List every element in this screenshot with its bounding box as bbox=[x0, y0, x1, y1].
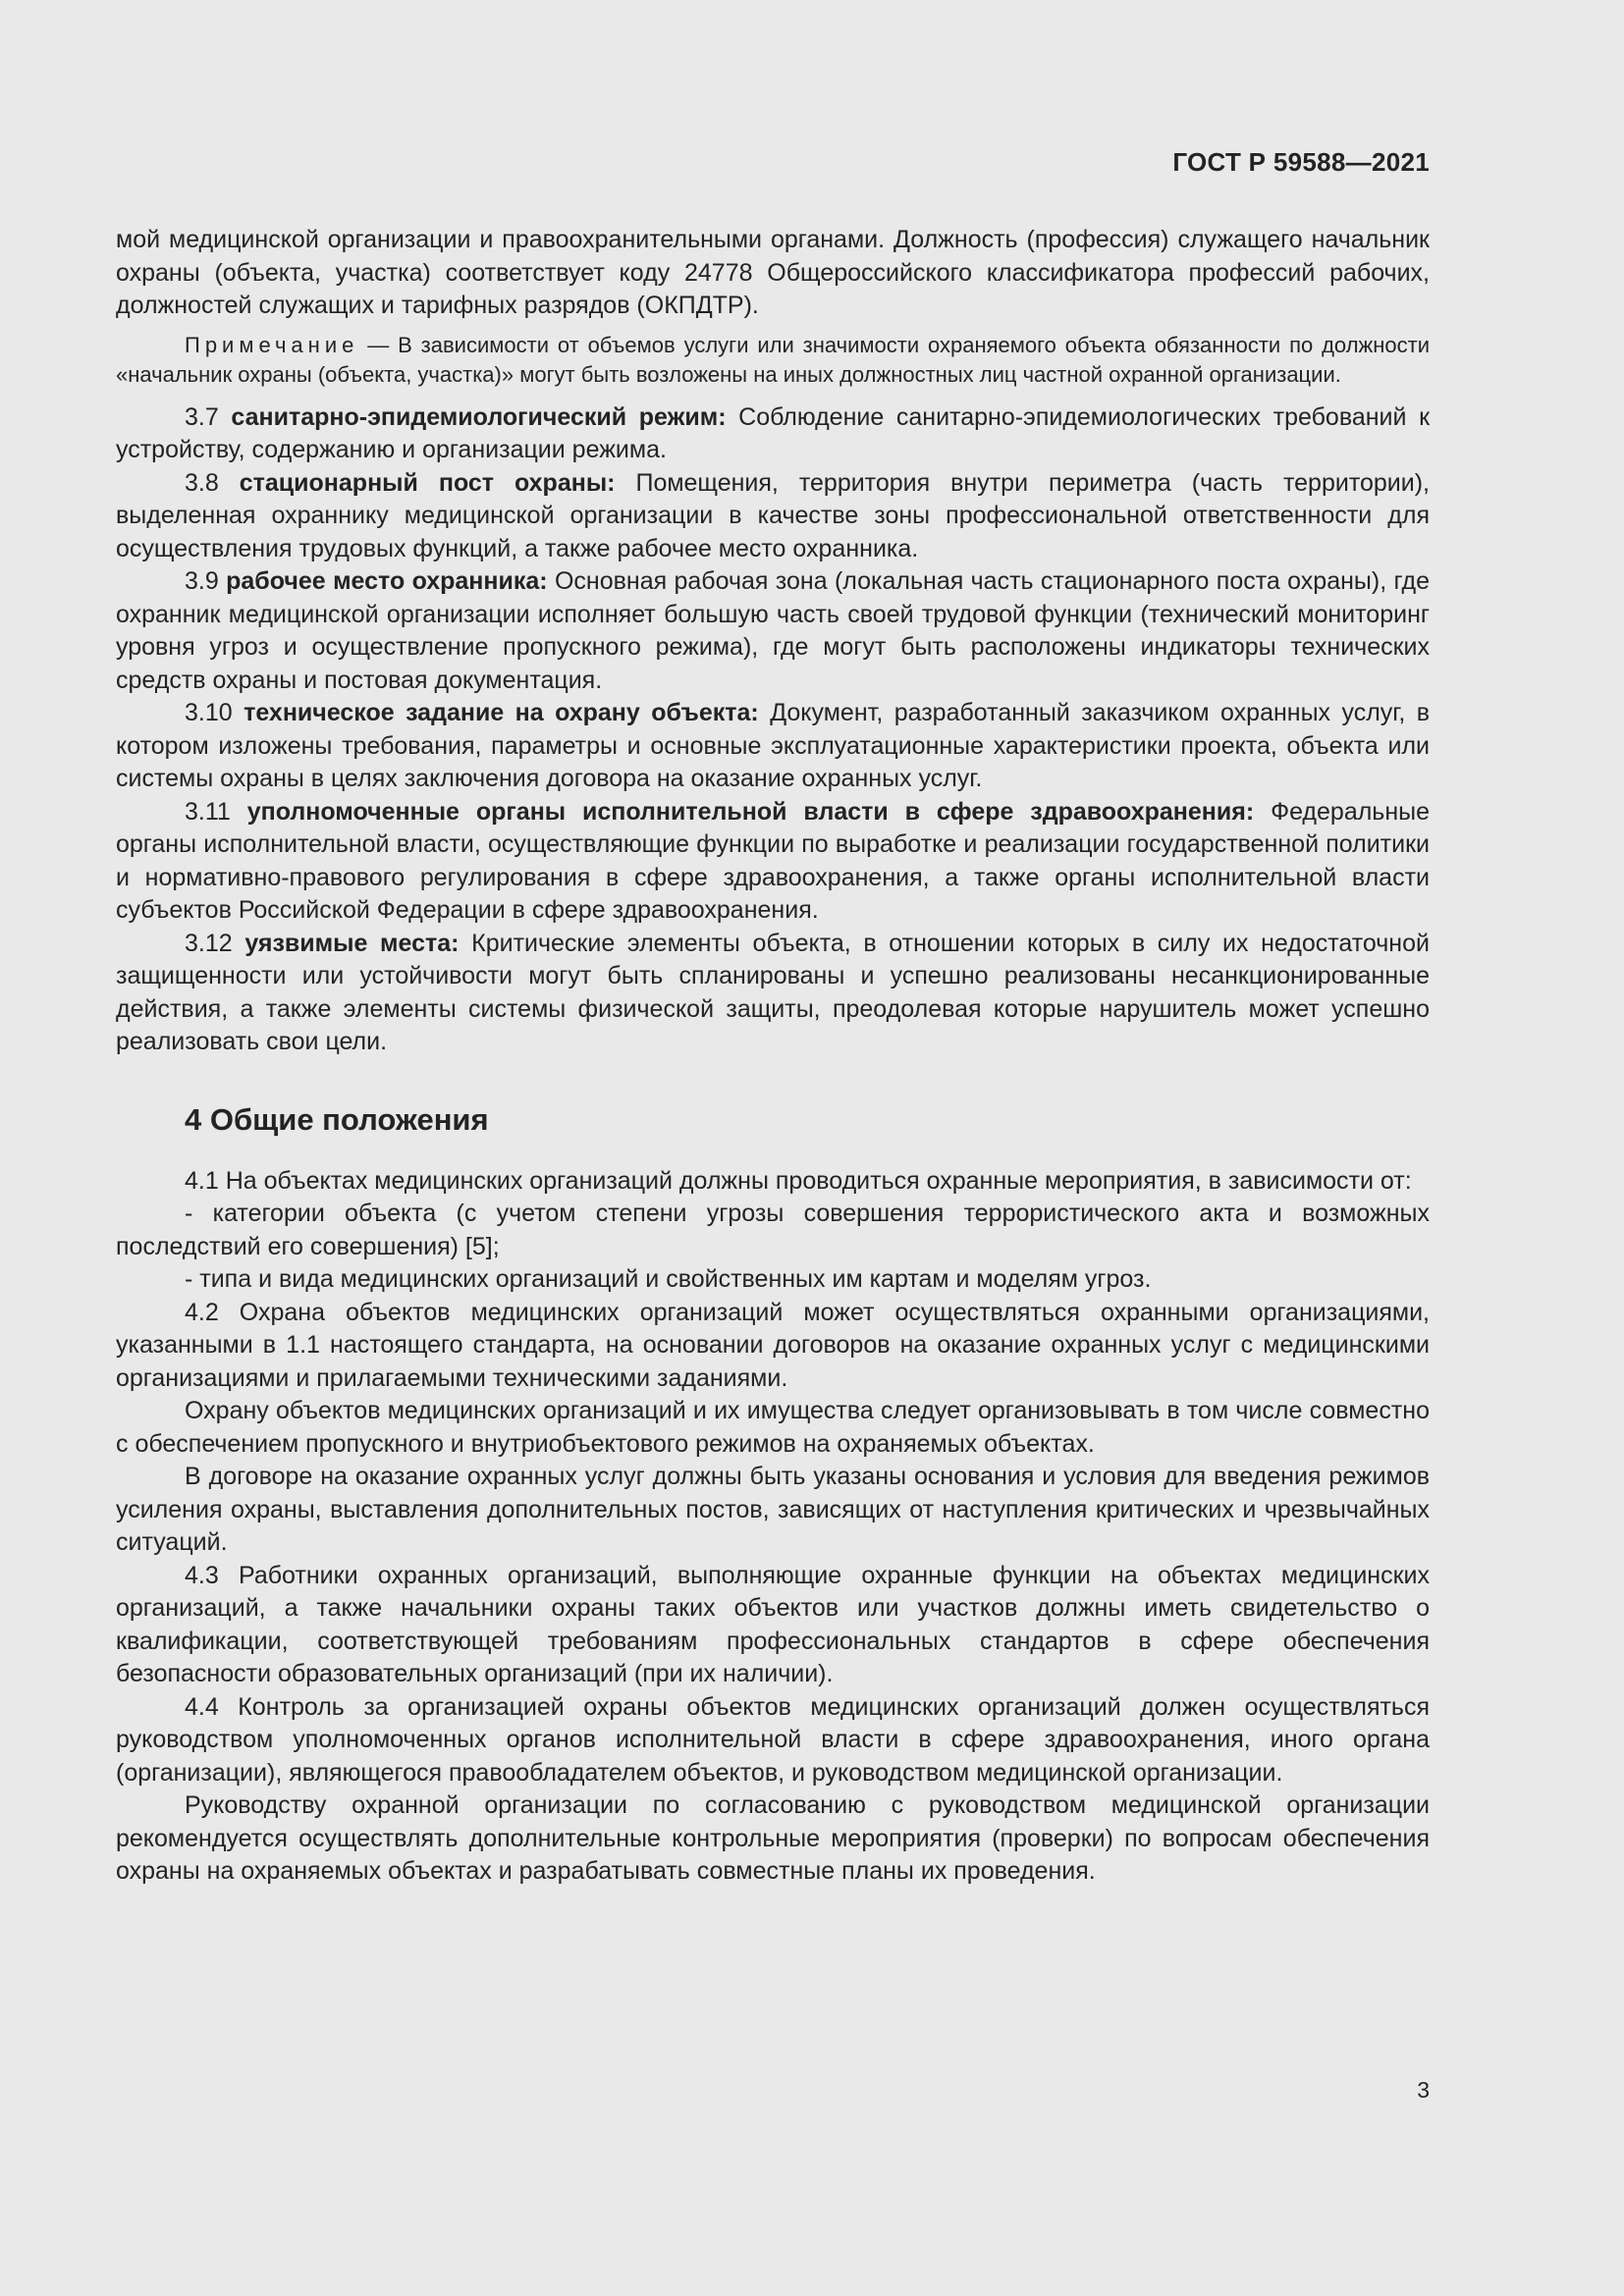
section-paragraph: 4.1 На объектах медицинских организаций должны проводиться охранные мероприятия, в зависимости от: bbox=[185, 1166, 1412, 1195]
definition-text: Федеральные органы исполнительной власти, осуществляющие функции по выработке и реализации государственной политики и нормативно-правового регулирования в сфере здравоохранения, а также органы исполнительной власти субъектов Российской Федерации в сфере здравоохранения. bbox=[116, 797, 1431, 924]
definition-3-9 bbox=[116, 565, 1430, 697]
definition-term: уполномоченные органы исполнительной власти в сфере здравоохранения: bbox=[246, 797, 1255, 826]
note-label: Примечание bbox=[185, 332, 359, 357]
definition-text: Критические элементы объекта, в отношении которых в силу их недостаточной защищенности или устойчивости могут быть спланированы и успешно реализованы несанкционированные действия, а также элементы системы физической защиты, преодолевая которые нарушитель может успешно реализовать свои цели. bbox=[116, 929, 1430, 1055]
definition-number: 3.8 bbox=[185, 468, 219, 497]
definition-number: 3.10 bbox=[185, 699, 233, 726]
definition-text: Документ, разработанный заказчиком охранных услуг, в котором изложены требования, параметры и основные эксплуатационные характеристики проекта, объекта или системы охраны в целях заключения договора на оказание охранных услуг. bbox=[116, 699, 1431, 792]
definition-3-11 bbox=[116, 796, 1430, 928]
definition-number: 3.12 bbox=[185, 929, 233, 957]
definition-term: техническое задание на охрану объекта: bbox=[244, 699, 759, 726]
definition-number: 3.11 bbox=[185, 797, 231, 826]
section-list-item: - типа и вида медицинских организаций и свойственных им картам и моделям угроз. bbox=[185, 1265, 1152, 1293]
section-paragraph: Руководству охранной организации по согласованию с руководством медицинской организации рекомендуется осуществлять дополнительные контрольные мероприятия (проверки) по вопросам обеспечения охраны на охраняемых объектах и разрабатывать совместные планы их проведения. bbox=[116, 1791, 1430, 1885]
note-dash: — bbox=[358, 332, 399, 357]
definition-text: Соблюдение санитарно-эпидемиологических требований к устройству, содержанию и организации режима. bbox=[116, 402, 1431, 463]
section-list-item: - категории объекта (с учетом степени угрозы совершения террористического акта и возможных последствий его совершения) [5]; bbox=[116, 1200, 1430, 1260]
section-paragraph: 4.4 Контроль за организацией охраны объектов медицинских организаций должен осуществляться руководством уполномоченных органов исполнительной власти в сфере здравоохранения, иного органа (организации), являющегося правообладателем объектов, и руководством медицинской организации. bbox=[116, 1692, 1430, 1787]
definition-number: 3.9 bbox=[185, 567, 219, 595]
definition-3-12 bbox=[116, 928, 1430, 1059]
section-heading: 4 Общие положения bbox=[185, 1101, 489, 1137]
definition-term: уязвимые места: bbox=[244, 929, 460, 957]
definition-number: 3.7 bbox=[185, 402, 219, 431]
definition-term: рабочее место охранника: bbox=[226, 567, 548, 595]
definition-3-8 bbox=[116, 467, 1430, 566]
definition-3-10 bbox=[116, 697, 1430, 796]
definition-term: стационарный пост охраны: bbox=[239, 468, 616, 497]
section-paragraph: Охрану объектов медицинских организаций и их имущества следует организовывать в том числе совместно с обеспечением пропускного и внутриобъектового режимов на охраняемых объектах. bbox=[116, 1397, 1430, 1458]
section-paragraph: 4.3 Работники охранных организаций, выполняющие охранные функции на объектах медицинских организаций, а также начальники охраны таких объектов или участков должны иметь свидетельство о квалификации, соответствующей требованиям профессиональных стандартов в сфере обеспечения безопасности образовательных организаций (при их наличии). bbox=[116, 1561, 1430, 1687]
page-number: 3 bbox=[1417, 2077, 1430, 2103]
definition-text: Основная рабочая зона (локальная часть стационарного поста охраны), где охранник медицинской организации исполняет большую часть своей трудовой функции (технический мониторинг уровня угроз и осуществление пропускного режима), где могут быть расположены индикаторы технических средств охраны и постовая документация. bbox=[116, 567, 1430, 694]
section-paragraph: 4.2 Охрана объектов медицинских организаций может осуществляться охранными организациями, указанными в 1.1 настоящего стандарта, на основании договоров на оказание охранных услуг с медицинскими организациями и прилагаемыми техническими заданиями. bbox=[116, 1298, 1430, 1392]
definition-3-7 bbox=[116, 401, 1430, 467]
section-paragraph: В договоре на оказание охранных услуг должны быть указаны основания и условия для введения режимов усиления охраны, выставления дополнительных постов, зависящих от наступления критических и чрезвычайных ситуаций. bbox=[116, 1463, 1430, 1556]
document-code-header: ГОСТ Р 59588—2021 bbox=[1172, 147, 1430, 177]
definition-term: санитарно-эпидемиологический режим: bbox=[231, 402, 727, 431]
note-text: В зависимости от объемов услуги или значимости охраняемого объекта обязанности по должности «начальник охраны (объекта, участка)» могут быть возложены на иных должностных лиц частной охранной организации. bbox=[116, 332, 1430, 387]
note-paragraph bbox=[116, 331, 1430, 390]
intro-paragraph: мой медицинской организации и правоохранительными органами. Должность (профессия) служащего начальник охраны (объекта, участка) соответствует коду 24778 Общероссийского классификатора профессий рабочих, должностей служащих и тарифных разрядов (ОКПДТР). bbox=[116, 226, 1430, 319]
definition-text: Помещения, территория внутри периметра (часть территории), выделенная охраннику медицинской организации в качестве зоны профессиональной ответственности для осуществления трудовых функций, а также рабочее место охранника. bbox=[116, 468, 1430, 562]
page-body bbox=[116, 224, 1430, 1889]
